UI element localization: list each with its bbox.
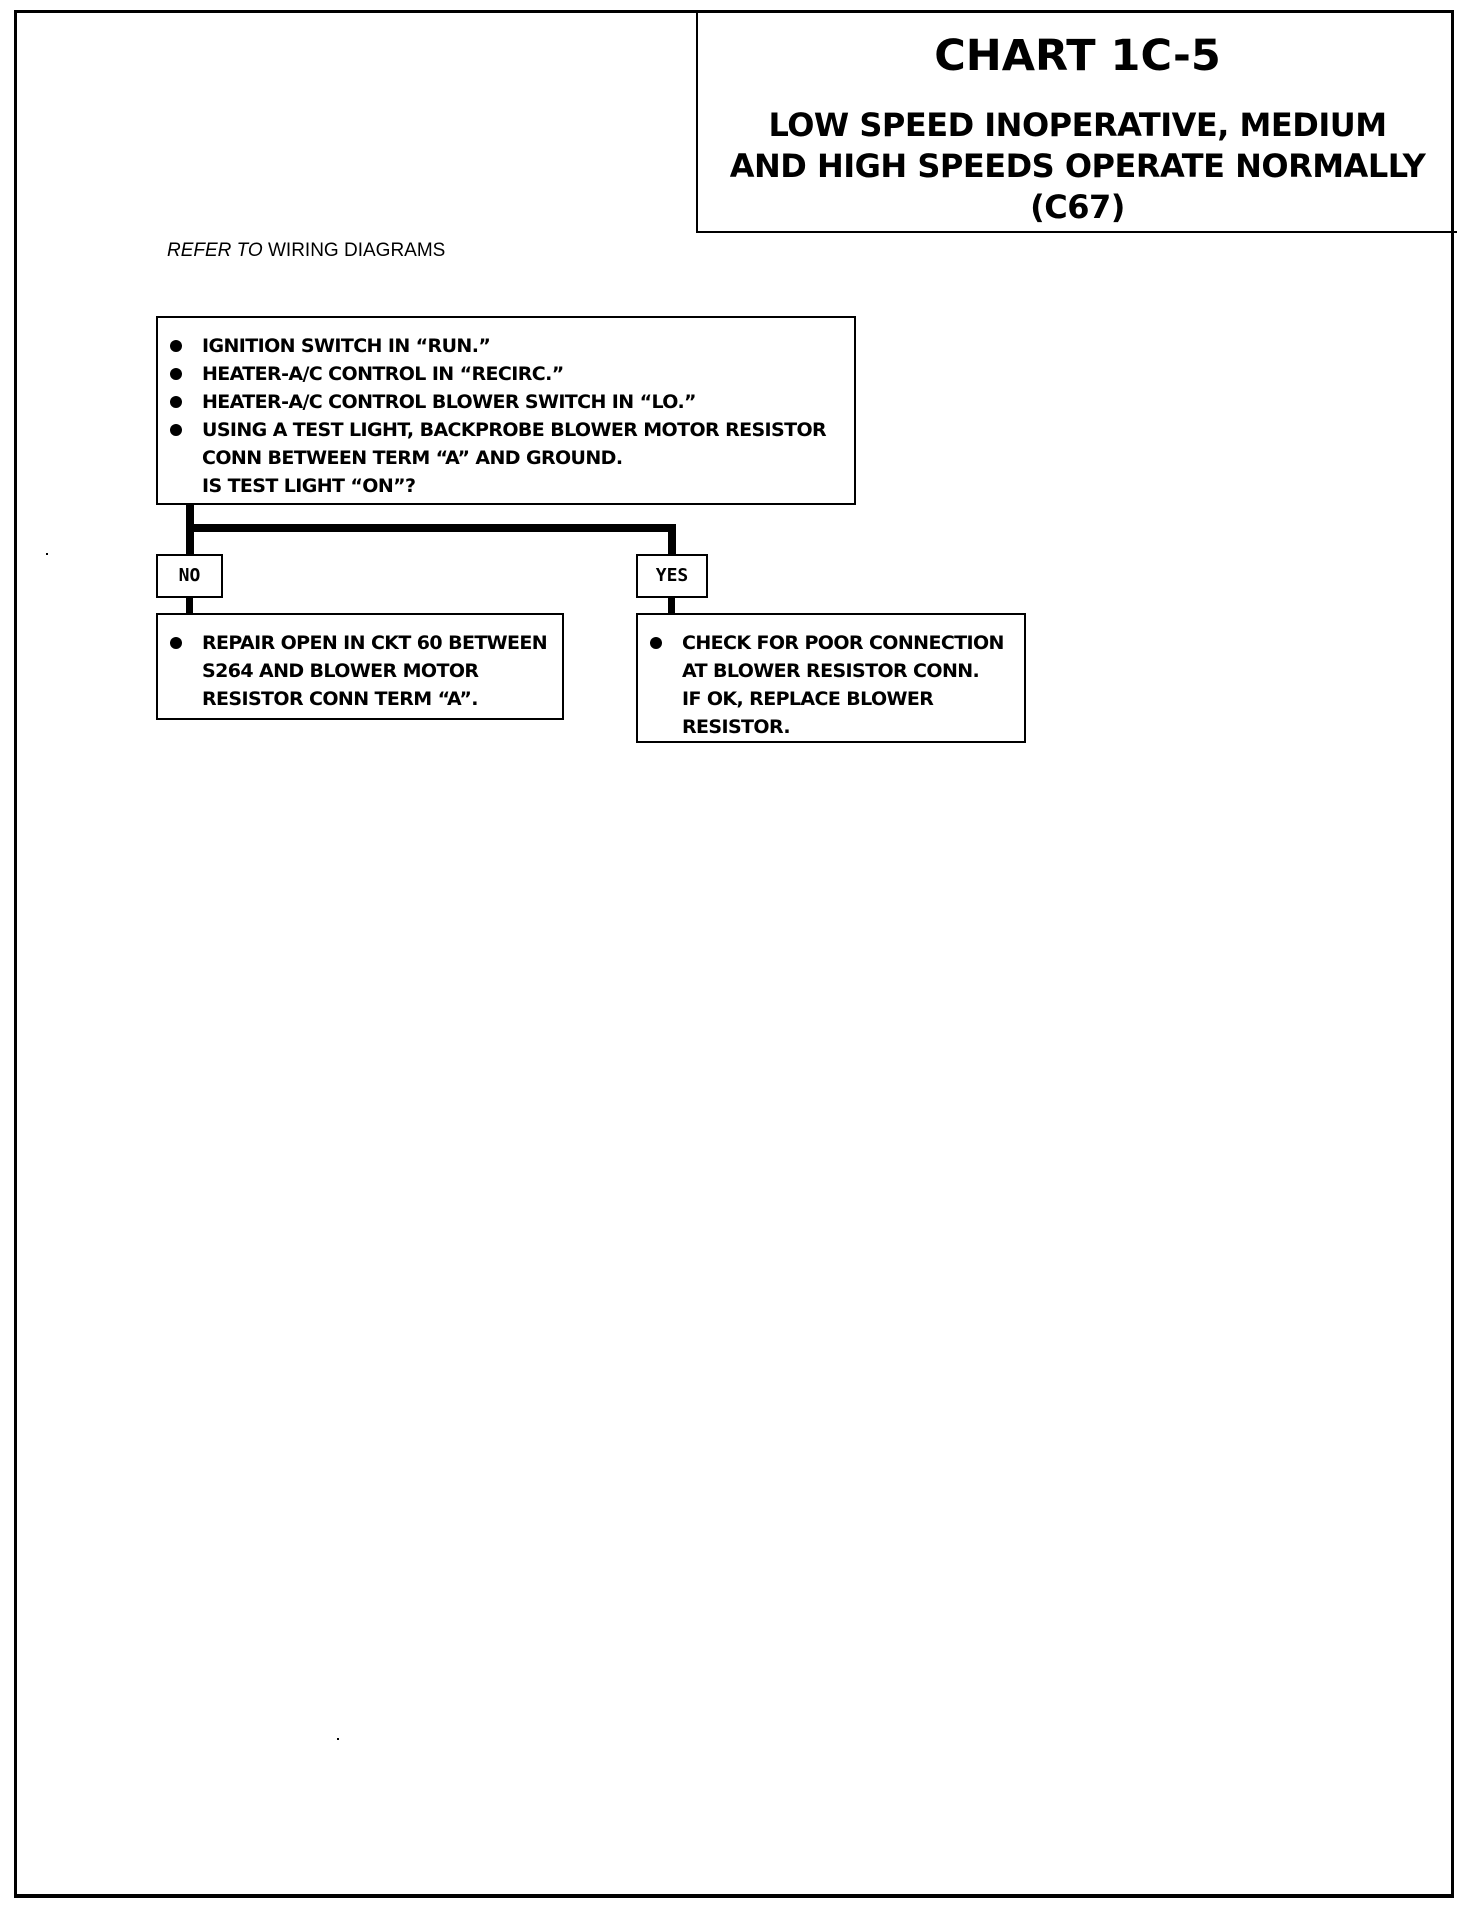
action-line: S264 AND BLOWER MOTOR bbox=[202, 660, 479, 682]
branch-no-label: NO bbox=[156, 554, 223, 598]
connector-horizontal bbox=[186, 524, 676, 532]
bullet-icon bbox=[170, 396, 182, 408]
bullet-icon bbox=[170, 637, 182, 649]
action-line: REPAIR OPEN IN CKT 60 BETWEEN bbox=[158, 629, 562, 657]
scan-speck bbox=[46, 553, 48, 555]
step-item: IGNITION SWITCH IN “RUN.” bbox=[158, 332, 854, 360]
refer-target: WIRING DIAGRAMS bbox=[268, 240, 446, 261]
action-line: AT BLOWER RESISTOR CONN. bbox=[682, 660, 980, 682]
chart-number: CHART 1C-5 bbox=[934, 31, 1221, 81]
bullet-icon bbox=[650, 637, 662, 649]
chart-subtitle bbox=[698, 105, 1457, 228]
bullet-icon bbox=[170, 368, 182, 380]
subtitle-line-2: AND HIGH SPEEDS OPERATE NORMALLY bbox=[729, 147, 1426, 185]
step-item: HEATER-A/C CONTROL BLOWER SWITCH IN “LO.” bbox=[158, 388, 854, 416]
yes-action-box bbox=[636, 613, 1026, 743]
title-block bbox=[696, 11, 1457, 233]
step-item: HEATER-A/C CONTROL IN “RECIRC.” bbox=[158, 360, 854, 388]
action-line: RESISTOR. bbox=[682, 716, 790, 738]
step-item-continuation: CONN BETWEEN TERM “A” AND GROUND. bbox=[202, 447, 623, 469]
scan-speck bbox=[337, 1738, 339, 1740]
no-action-box bbox=[156, 613, 564, 720]
step-item: USING A TEST LIGHT, BACKPROBE BLOWER MOTOR RESISTOR bbox=[158, 416, 854, 444]
step-question: IS TEST LIGHT “ON”? bbox=[202, 475, 416, 497]
subtitle-line-1: LOW SPEED INOPERATIVE, MEDIUM bbox=[768, 106, 1387, 144]
connector-yes-drop bbox=[668, 524, 676, 556]
page-border bbox=[14, 10, 1454, 1898]
bullet-icon bbox=[170, 340, 182, 352]
action-line: CHECK FOR POOR CONNECTION bbox=[638, 629, 1024, 657]
refer-note bbox=[167, 240, 445, 262]
action-line: RESISTOR CONN TERM “A”. bbox=[202, 688, 478, 710]
refer-prefix: REFER TO bbox=[167, 240, 263, 261]
test-step-box bbox=[156, 316, 856, 505]
branch-yes-label: YES bbox=[636, 554, 708, 598]
subtitle-line-3: (C67) bbox=[1030, 188, 1125, 226]
bullet-icon bbox=[170, 424, 182, 436]
action-line: IF OK, REPLACE BLOWER bbox=[682, 688, 934, 710]
